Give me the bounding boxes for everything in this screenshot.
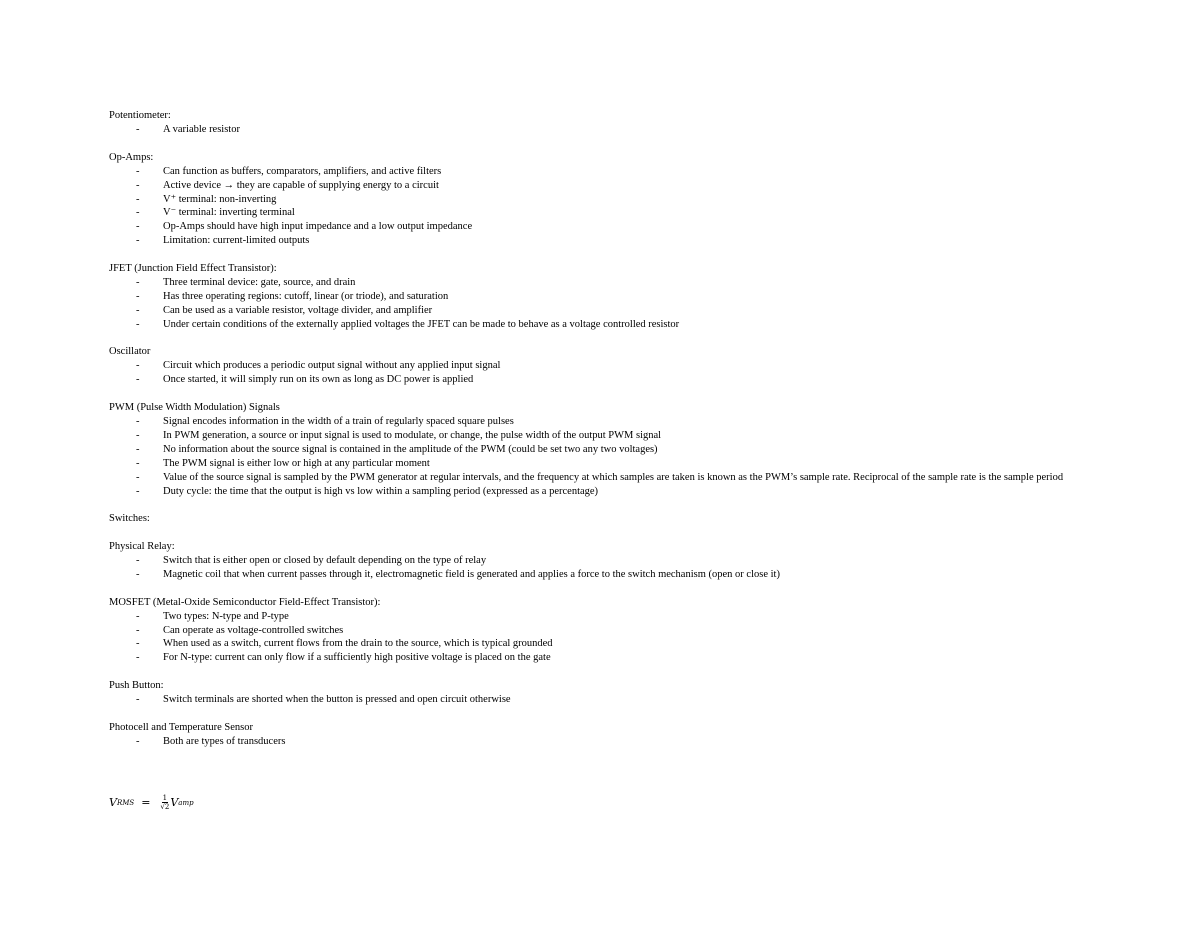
bullet-item: [109, 123, 1099, 137]
bullet-item: [109, 290, 1099, 304]
dash-bullet: -: [136, 374, 140, 386]
bullet-text: Can be used as a variable resistor, voltage divider, and amplifier: [163, 304, 433, 316]
bullet-text: Active device → they are capable of supplying energy to a circuit: [163, 179, 439, 191]
dash-bullet: -: [136, 443, 140, 455]
dash-bullet: -: [136, 457, 140, 469]
bullet-item: [109, 179, 1099, 193]
dash-bullet: -: [136, 290, 140, 302]
bullet-item: [109, 610, 1099, 624]
dash-bullet: -: [136, 555, 140, 566]
bullet-item: [109, 206, 1099, 220]
bullet-item: [109, 304, 1099, 318]
bullet-text: Duty cycle: the time that the output is high vs low within a sampling period (expressed as a percentage): [163, 485, 599, 497]
section-heading: JFET (Junction Field Effect Transistor):: [109, 262, 277, 274]
bullet-text: Has three operating regions: cutoff, linear (or triode), and saturation: [163, 290, 449, 302]
bullet-item: [109, 735, 1099, 749]
dash-bullet: -: [136, 276, 140, 288]
dash-bullet: -: [136, 165, 140, 177]
formula-denominator: √2: [160, 803, 170, 811]
section-heading: Switches:: [109, 513, 150, 525]
bullet-item: [109, 457, 1099, 471]
bullet-item: [109, 220, 1099, 234]
bullet-text: V⁺ terminal: non-inverting: [163, 193, 277, 205]
formula-rhs-sub: amp: [178, 798, 194, 807]
bullet-text: Both are types of transducers: [163, 735, 286, 747]
bullet-text: Signal encodes information in the width of a train of regularly spaced square pulses: [163, 415, 514, 427]
note-section: [109, 721, 1099, 749]
dash-bullet: -: [136, 360, 140, 372]
bullet-item: [109, 651, 1099, 665]
dash-bullet: -: [136, 235, 140, 247]
formula-lhs-var: V: [109, 796, 117, 809]
formula-numerator: 1: [162, 794, 168, 802]
dash-bullet: -: [136, 179, 140, 191]
bullet-text: Can function as buffers, comparators, amplifiers, and active filters: [163, 165, 442, 177]
bullet-text: Three terminal device: gate, source, and drain: [163, 276, 356, 288]
bullet-text: Switch terminals are shorted when the button is pressed and open circuit otherwise: [163, 694, 511, 706]
dash-bullet: -: [136, 207, 140, 219]
dash-bullet: -: [136, 568, 140, 580]
dash-bullet: -: [136, 471, 140, 483]
bullet-list: [109, 359, 1099, 387]
bullet-item: [109, 193, 1099, 207]
bullet-list: [109, 276, 1099, 332]
bullet-item: [109, 234, 1099, 248]
note-section: [109, 401, 1099, 498]
bullet-item: [109, 637, 1099, 651]
dash-bullet: -: [136, 429, 140, 441]
dash-bullet: -: [136, 624, 140, 636]
bullet-text: Can operate as voltage-controlled switches: [163, 624, 344, 636]
bullet-text: In PWM generation, a source or input signal is used to modulate, or change, the pulse width of the output PWM signal: [163, 429, 662, 441]
bullet-list: [109, 693, 1099, 707]
section-heading: Photocell and Temperature Sensor: [109, 721, 253, 733]
bullet-text: A variable resistor: [163, 124, 240, 135]
bullet-item: [109, 485, 1099, 499]
bullet-text: The PWM signal is either low or high at any particular moment: [163, 457, 430, 469]
bullet-text: When used as a switch, current flows from the drain to the source, which is typical grounded: [163, 638, 553, 650]
dash-bullet: -: [136, 485, 140, 497]
note-section: [109, 679, 1099, 707]
bullet-text: For N-type: current can only flow if a sufficiently high positive voltage is placed on the gate: [163, 652, 551, 664]
bullet-item: [109, 276, 1099, 290]
dash-bullet: -: [136, 318, 140, 330]
bullet-item: [109, 693, 1099, 707]
formula-equals: =: [141, 796, 151, 809]
bullet-list: [109, 165, 1099, 248]
section-heading: Op-Amps:: [109, 151, 154, 163]
bullet-item: [109, 624, 1099, 638]
dash-bullet: -: [136, 193, 140, 205]
bullet-item: [109, 415, 1099, 429]
formula-lhs-sub: RMS: [116, 798, 135, 807]
bullet-text: Two types: N-type and P-type: [163, 610, 289, 622]
bullet-text: No information about the source signal is contained in the amplitude of the PWM (could be set two any two voltages): [163, 443, 658, 455]
dash-bullet: -: [136, 124, 140, 135]
note-section: [109, 109, 1099, 137]
note-section: [109, 596, 1099, 666]
dash-bullet: -: [136, 415, 140, 427]
bullet-list: [109, 554, 1099, 582]
bullet-text: V⁻ terminal: inverting terminal: [163, 207, 295, 219]
note-section: [109, 151, 1099, 248]
bullet-item: [109, 359, 1099, 373]
bullet-text: Switch that is either open or closed by default depending on the type of relay: [163, 555, 487, 566]
section-heading: Oscillator: [109, 346, 151, 358]
section-heading: Physical Relay:: [109, 541, 175, 552]
bullet-item: [109, 165, 1099, 179]
bullet-list: [109, 735, 1099, 749]
dash-bullet: -: [136, 221, 140, 233]
dash-bullet: -: [136, 694, 140, 706]
bullet-text: Circuit which produces a periodic output signal without any applied input signal: [163, 360, 501, 372]
section-heading: MOSFET (Metal-Oxide Semiconductor Field-Effect Transistor):: [109, 596, 381, 608]
dash-bullet: -: [136, 638, 140, 650]
notes-content: [109, 109, 1099, 762]
section-heading: Push Button:: [109, 680, 164, 692]
bullet-text: Value of the source signal is sampled by the PWM generator at regular intervals, and the frequency at which samples are taken is known as the PWM’s sample rate. Reciprocal of the sample rate is the sample period: [163, 471, 1064, 483]
bullet-item: [109, 568, 1099, 582]
bullet-list: [109, 610, 1099, 666]
note-section: [109, 512, 1099, 526]
formula-rhs-var: V: [170, 796, 179, 809]
dash-bullet: -: [136, 735, 140, 747]
bullet-text: Under certain conditions of the externally applied voltages the JFET can be made to behave as a voltage controlled resistor: [163, 318, 680, 330]
note-section: [109, 345, 1099, 387]
rms-formula: [109, 794, 194, 811]
bullet-text: Op-Amps should have high input impedance and a low output impedance: [163, 221, 473, 233]
bullet-item: [109, 429, 1099, 443]
bullet-text: Magnetic coil that when current passes through it, electromagnetic field is generated and applies a force to the switch mechanism (open or close it): [163, 568, 780, 580]
note-section: [109, 262, 1099, 332]
formula-fraction: [160, 794, 169, 811]
bullet-item: [109, 554, 1099, 568]
bullet-item: [109, 373, 1099, 387]
bullet-item: [109, 318, 1099, 332]
dash-bullet: -: [136, 610, 140, 622]
bullet-list: [109, 415, 1099, 498]
section-heading: Potentiometer:: [109, 110, 171, 121]
note-section: [109, 540, 1099, 582]
bullet-text: Limitation: current-limited outputs: [163, 235, 310, 247]
bullet-item: [109, 471, 1099, 485]
bullet-item: [109, 443, 1099, 457]
dash-bullet: -: [136, 304, 140, 316]
bullet-list: [109, 123, 1099, 137]
section-heading: PWM (Pulse Width Modulation) Signals: [109, 401, 280, 413]
bullet-text: Once started, it will simply run on its own as long as DC power is applied: [163, 374, 474, 386]
dash-bullet: -: [136, 652, 140, 664]
